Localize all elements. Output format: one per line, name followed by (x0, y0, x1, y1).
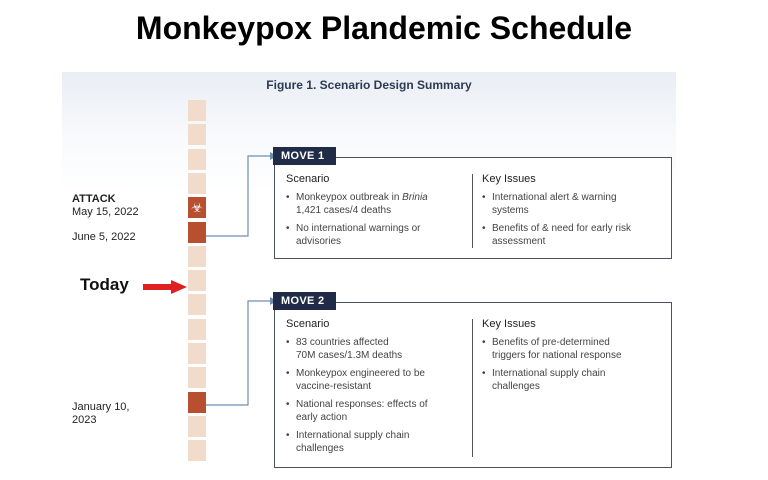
connector-move2 (206, 297, 278, 409)
timeline-marker (188, 222, 206, 243)
move1-key-issues-header: Key Issues (482, 173, 536, 185)
list-item: • No international warnings or advisories (286, 222, 466, 248)
timeline-segment (188, 343, 206, 364)
list-item: • Benefits of pre-determined triggers for national response (482, 336, 662, 362)
list-item: • Benefits of & need for early risk assessment (482, 222, 662, 248)
move2-key-issues-header: Key Issues (482, 318, 536, 330)
timeline-segment (188, 270, 206, 291)
timeline-segment (188, 319, 206, 340)
biohazard-icon: ☣ (188, 197, 206, 218)
connector-move1 (206, 152, 278, 240)
timeline-segment (188, 124, 206, 145)
timeline-marker (188, 392, 206, 413)
move2-tab: MOVE 2 (273, 292, 336, 310)
move2-scenario-list (286, 336, 466, 460)
move1-scenario-list (286, 191, 466, 253)
date-january-10-line2: 2023 (72, 414, 97, 426)
move2-key-issues-list (482, 336, 662, 398)
timeline-segment (188, 416, 206, 437)
today-label: Today (80, 275, 129, 294)
timeline-segment (188, 367, 206, 388)
move2-scenario-header: Scenario (286, 318, 330, 330)
figure-caption: Figure 1. Scenario Design Summary (266, 78, 472, 92)
today-arrow-icon (143, 280, 187, 294)
timeline-segment (188, 173, 206, 194)
move1-divider (472, 174, 473, 248)
list-item: • 83 countries affected 70M cases/1.3M deaths (286, 336, 466, 362)
move1-key-issues-list (482, 191, 662, 253)
timeline-segment (188, 100, 206, 121)
list-item: • National responses: effects of early action (286, 398, 466, 424)
page-title: Monkeypox Plandemic Schedule (135, 10, 633, 46)
list-item: • International supply chain challenges (286, 429, 466, 455)
timeline-segment (188, 149, 206, 170)
move1-scenario-header: Scenario (286, 173, 330, 185)
move2-divider (472, 319, 473, 457)
attack-label: ATTACK (72, 193, 116, 205)
move1-tab: MOVE 1 (273, 147, 336, 165)
timeline-bar (188, 100, 206, 472)
timeline-segment (188, 440, 206, 461)
move1-box (274, 150, 672, 259)
timeline-segment (188, 294, 206, 315)
list-item: • Monkeypox outbreak in Brinia 1,421 cases/4 deaths (286, 191, 466, 217)
list-item: • Monkeypox engineered to be vaccine-resistant (286, 367, 466, 393)
date-january-10-line1: January 10, (72, 401, 130, 413)
date-june-5-2022: June 5, 2022 (72, 231, 136, 243)
timeline-segment (188, 246, 206, 267)
list-item: • International alert & warning systems (482, 191, 662, 217)
list-item: • International supply chain challenges (482, 367, 662, 393)
move2-box (274, 295, 672, 468)
date-may-15-2022: May 15, 2022 (72, 206, 139, 218)
